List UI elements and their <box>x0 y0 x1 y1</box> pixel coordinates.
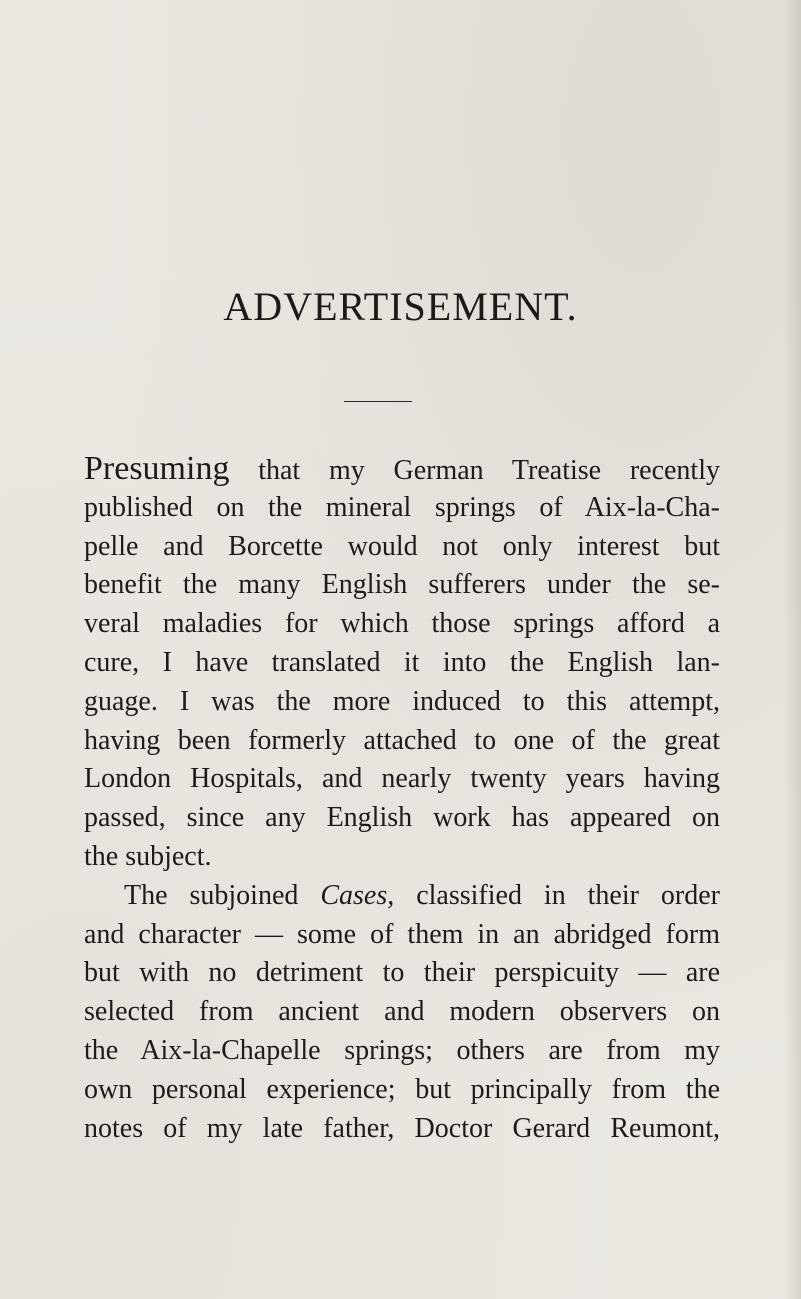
text-line: pelle and Borcette would not only interest but <box>84 530 720 562</box>
text-line: cure, I have translated it into the English lan- <box>84 646 720 678</box>
body-text <box>84 450 720 1148</box>
text-fragment: that my German Treatise recently <box>229 455 720 486</box>
text-line: the subject. <box>84 840 212 872</box>
text-line: having been formerly attached to one of the great <box>84 724 720 756</box>
text-line: published on the mineral springs of Aix-la-Cha- <box>84 491 720 523</box>
text-fragment: The subjoined <box>124 879 321 911</box>
text-fragment: classified in their order <box>394 879 720 911</box>
text-line: veral maladies for which those springs afford a <box>84 608 720 640</box>
text-line: and character — some of them in an abridged form <box>84 918 720 950</box>
page-title: ADVERTISEMENT. <box>223 284 578 329</box>
text-line: passed, since any English work has appeared on <box>84 802 720 834</box>
text-line: London Hospitals, and nearly twenty years having <box>84 763 720 795</box>
text-line: notes of my late father, Doctor Gerard Reumont, <box>84 1112 720 1144</box>
opening-word: Presuming <box>84 450 230 487</box>
text-line: guage. I was the more induced to this attempt, <box>84 685 720 717</box>
text-line: but with no detriment to their perspicuity — are <box>84 957 720 989</box>
page-edge-shadow <box>783 0 801 1299</box>
section-divider <box>344 401 412 402</box>
text-line: own personal experience; but principally from the <box>84 1073 720 1105</box>
italic-word: Cases, <box>320 879 395 911</box>
text-line: benefit the many English sufferers under the se- <box>84 569 720 601</box>
text-line <box>84 877 720 916</box>
text-line <box>84 450 720 489</box>
text-line: the Aix-la-Chapelle springs; others are from my <box>84 1034 720 1066</box>
text-line: selected from ancient and modern observers on <box>84 996 720 1028</box>
